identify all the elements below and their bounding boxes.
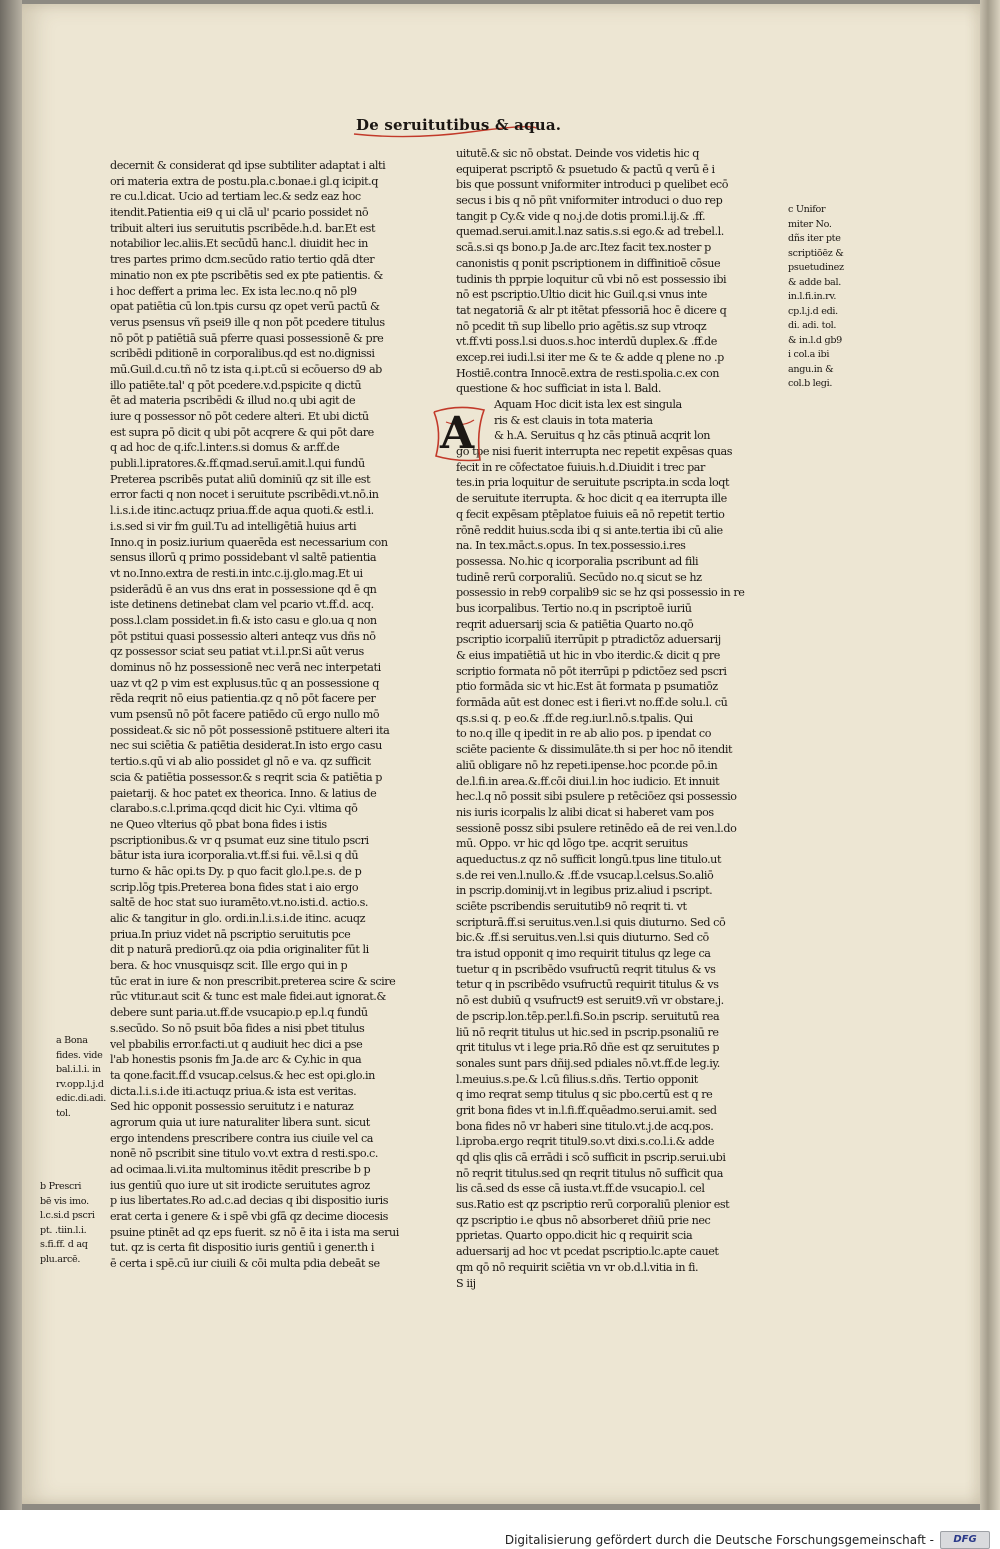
text-line: p ius libertates.Ro ad.c.ad decias q ibi dispositio iuris <box>110 1194 389 1208</box>
text-line: rūc vtitur.aut scit & tunc est male fidei.aut ignorat.& <box>110 990 386 1004</box>
text-line: uaz vt q2 p vim est explusus.tūc q an possessione q <box>110 676 379 690</box>
margin-line: i col.a ibi <box>788 349 830 360</box>
text-line: excep.rei iudi.l.si iter me & te & adde q plene no .p <box>456 350 724 364</box>
text-line: qd qlis qlis cā errādi i scō sufficit in pscrip.serui.ubi <box>456 1151 726 1164</box>
text-line: ta qone.facit.ff.d vsucap.celsus.& hec est opi.glo.in <box>110 1068 375 1082</box>
text-line: qz pscriptio i.e qbus nō absorberet dñiū prie nec <box>456 1213 711 1227</box>
margin-line: a Bona <box>56 1035 88 1046</box>
running-head: De seruitutibus & aqua. <box>356 116 562 134</box>
text-line: vum psensū nō pōt facere patiēdo cū ergo nullo mō <box>110 708 380 722</box>
margin-line: & in.l.d gb9 <box>788 334 842 346</box>
text-line: iure q possessor nō pōt cedere alteri. Et ubi dictū <box>110 410 369 423</box>
margin-line: in.l.fi.in.rv. <box>788 291 837 302</box>
margin-line: scriptiōēz & <box>788 247 844 259</box>
text-line: bona fides nō vr haberi sine titulo.vt.j.de acq.pos. <box>456 1119 714 1133</box>
text-line: ad ocimaa.li.vi.ita multominus itēdit prescribe b p <box>110 1163 371 1176</box>
text-line: qrit titulus vt i lege pria.Rō dñe est qz seruitutes p <box>456 1041 720 1055</box>
right-margin-note <box>788 203 844 392</box>
text-line: bātur ista iura icorporalia.vt.ff.si fui. vē.l.si q dū <box>110 849 359 863</box>
text-line: pscriptio icorpaliū iterrūpit p ptradictōz aduersarij <box>456 633 721 647</box>
text-line: ori materia extra de postu.pla.c.bonae.i gl.q icipit.q <box>110 174 378 188</box>
text-line: illo patiēte.tal' q pōt pcedere.v.d.pspicite q dictū <box>110 378 362 392</box>
text-line: nonē nō pscribit sine titulo vo.vt extra d resti.spo.c. <box>110 1147 378 1161</box>
text-line: aliū obligare nō hz repeti.ipense.hoc pcor.de pō.in <box>456 758 718 772</box>
text-line: scā.s.si qs bono.p Ja.de arc.Itez facit tex.noster p <box>456 241 711 255</box>
page-fore-edge <box>980 0 1000 1510</box>
margin-line: bal.i.l.i. in <box>56 1064 101 1075</box>
text-line: scrip.lōg tpis.Preterea bona fides stat i aio ergo <box>110 880 359 894</box>
text-line: formāda aūt est donec est i fieri.vt no.ff.de solu.l. cū <box>456 696 728 710</box>
text-line: scia & patiētia possessor.& s reqrit scia & patiētia p <box>110 770 382 784</box>
text-line: s.de rei ven.l.nullo.& .ff.de vsucap.l.celsus.So.aliō <box>456 868 714 882</box>
text-line: nis iuris icorpalis lz alibi dicat si haberet vam pos <box>456 805 714 819</box>
text-line: vel pbabilis error.facti.ut q audiuit hec dici a pse <box>110 1037 363 1051</box>
text-line: pōt pstitui quasi possessio alteri anteqz vus dñs nō <box>110 629 376 643</box>
text-line: scripturā.ff.si seruitus.ven.l.si quis diuturno. Sed cō <box>456 915 726 929</box>
text-line: erat certa i genere & i spē vbi gfā qz decime diocesis <box>110 1210 388 1224</box>
text-line: sensus illorū q primo possidebant vl saltē patientia <box>110 551 377 565</box>
margin-line: di. adi. tol. <box>788 320 837 331</box>
text-line: error facti q non nocet i seruitute pscribēdi.vt.nō.in <box>110 488 379 502</box>
margin-line: tol. <box>56 1107 71 1119</box>
text-line: l'ab honestis psonis fm Ja.de arc & Cy.hic in qua <box>110 1053 362 1067</box>
text-line: saltē de hoc stat suo iuramēto.vt.no.isti.d. actio.s. <box>110 896 369 910</box>
text-line: tat negatoriā & alr pt itētat pfessoriā hoc ē dicere q <box>456 303 727 317</box>
text-line: tuetur q in pscribēdo vsufructū reqrit titulus & vs <box>456 962 716 976</box>
text-line: nō est dubiū q vsufruct9 est seruit9.vñ vr obstare.j. <box>456 994 724 1008</box>
text-line: liū nō reqrit titulus ut hic.sed in pscrip.psonaliū re <box>456 1025 719 1039</box>
text-line: tut. qz is certa fit dispositio iuris gentiū i gener.th i <box>110 1241 375 1255</box>
text-line: verus psensus vñ psei9 ille q non pōt pcedere titulus <box>110 315 385 329</box>
margin-line: miter No. <box>788 218 832 230</box>
text-line: possideat.& sic nō pōt possessionē pstituere alteri ita <box>110 723 390 737</box>
text-line: possessio in reb9 corpalib9 sic se hz qsi possessio in re <box>456 586 745 600</box>
text-line: sonales sunt pars dñij.sed pdiales nō.vt.ff.de leg.iy. <box>456 1056 720 1070</box>
margin-line: dñs iter pte <box>788 233 841 244</box>
text-line: q ad hoc de q.ifc.l.inter.s.si domus & ar.ff.de <box>110 441 340 455</box>
text-line: bera. & hoc vnusquisqz scit. Ille ergo qui in p <box>110 959 348 973</box>
text-line: notabilior lec.aliis.Et secūdū hanc.l. diuidit hec in <box>110 237 368 251</box>
text-line: re cu.l.dicat. Ucio ad tertiam lec.& sedz eaz hoc <box>110 190 361 204</box>
text-line: Preterea pscribēs putat aliū dominiū qz sit ille est <box>110 472 371 486</box>
text-line: vt.ff.vti poss.l.si duos.s.hoc interdū duplex.& .ff.de <box>456 335 717 349</box>
margin-line: pt. .tiin.l.i. <box>40 1224 87 1236</box>
text-line: sciēte paciente & dissimulāte.th si per hoc nō itendit <box>456 743 733 757</box>
text-line: paietarij. & hoc patet ex theorica. Inno. & latius de <box>110 786 377 800</box>
margin-line: angu.in & <box>788 363 834 375</box>
margin-line: s.fi.ff. d aq <box>40 1239 88 1250</box>
text-line: ris & est clauis in tota materia <box>494 413 653 427</box>
margin-line: bē vis imo. <box>40 1195 89 1207</box>
text-line: uitutē.& sic nō obstat. Deinde vos videtis hic q <box>456 147 700 160</box>
text-line: tra istud opponit q imo requirit titulus qz lege ca <box>456 947 711 961</box>
text-line: l.meuius.s.pe.& l.cū filius.s.dñs. Tertio opponit <box>456 1072 698 1086</box>
text-line: ergo intendens prescribere contra ius ciuile vel ca <box>110 1131 373 1145</box>
text-line: debere sunt paria.ut.ff.de vsucapio.p ep.l.q fundū <box>110 1006 368 1020</box>
left-text-column <box>110 158 420 1272</box>
margin-line: col.b legi. <box>788 378 833 389</box>
text-line: scriptio formata nō pōt iterrūpi p pdictōez sed pscri <box>456 664 727 678</box>
text-line: possessa. No.hic q icorporalia pscribunt ad fili <box>456 554 699 568</box>
text-line: poss.l.clam possidet.in fi.& isto casu e glo.ua q non <box>110 613 377 627</box>
dfg-logo: DFG <box>940 1531 990 1549</box>
margin-line: c Unifor <box>788 204 826 215</box>
text-line: equiperat pscriptō & psuetudo & pactū q verū ē i <box>456 162 715 176</box>
text-line: iste detinens detinebat clam vel pcario vt.ff.d. acq. <box>110 598 374 612</box>
text-line: alic & tangitur in glo. ordi.in.l.i.s.i.de itinc. acuqz <box>110 912 366 925</box>
text-line: tetur q in pscribēdo vsufructū requirit titulus & vs <box>456 978 719 992</box>
text-line: tangit p Cy.& vide q no.j.de dotis promi.l.ij.& .ff. <box>456 209 706 223</box>
margin-line: fides. vide <box>56 1049 103 1061</box>
text-line: bus icorpalibus. Tertio no.q in pscriptoē iuriū <box>456 601 692 615</box>
text-line: priua.In priuz videt nā pscriptio seruitutis pce <box>110 927 351 941</box>
text-line: Aquam Hoc dicit ista lex est singula <box>494 398 682 411</box>
text-line: i.s.sed si vir fm guil.Tu ad intelligētiā huius arti <box>110 519 357 533</box>
margin-line: & adde bal. <box>788 276 841 288</box>
text-line: scribēdi pditionē in corporalibus.qd est no.dignissi <box>110 347 375 361</box>
text-line: rēda reqrit nō eius patientia.qz q nō pōt facere per <box>110 692 376 706</box>
margin-line: l.c.si.d pscri <box>40 1210 95 1221</box>
text-line: canonistis q ponit pscriptionem in diffinitioē cōsue <box>456 256 721 270</box>
text-line: nō pōt p patiētiā suā pferre quasi possessionē & pre <box>110 331 384 345</box>
text-line: de seruitute iterrupta. & hoc dicit q ea iterrupta ille <box>456 492 727 506</box>
text-line: fecit in re cōfectatoe fuiuis.h.d.Diuidit i trec par <box>456 460 705 474</box>
text-line: nec sui sciētia & patiētia desiderat.In isto ergo casu <box>110 739 382 753</box>
text-line: psiderādū ē an vus dns erat in possessione qd ē qn <box>110 582 377 596</box>
text-line: de.l.fi.in area.&.ff.cōi diui.l.in hoc iudicio. Et innuit <box>456 774 720 788</box>
text-line: quemad.serui.amit.l.naz satis.s.si ego.& ad trebel.l. <box>456 225 724 239</box>
text-line: rōnē reddit huius.scda ibi q si ante.tertia ibi cū alie <box>456 523 723 537</box>
text-line: S iij <box>456 1276 476 1290</box>
margin-line: edic.di.adi. <box>56 1093 106 1104</box>
text-line: sus.Ratio est qz pscriptio rerū corporaliū plenior est <box>456 1198 730 1212</box>
text-line: dominus nō hz possessionē nec verā nec interpetati <box>110 661 381 674</box>
text-line: publi.l.ipratores.&.ff.qmad.seruī.amit.l.qui fundū <box>110 457 365 471</box>
text-line: na. In tex.māct.s.opus. In tex.possessio.i.res <box>456 539 686 553</box>
text-line: qz possessor sciat seu patiat vt.i.l.pr.Si aūt verus <box>110 645 364 659</box>
text-line: agrorum quia ut iure naturaliter libera sunt. sicut <box>110 1115 370 1129</box>
text-line: l.iproba.ergo reqrit titul9.so.vt dixi.s.co.l.i.& adde <box>456 1135 715 1149</box>
text-line: vt no.Inno.extra de resti.in intc.c.ij.glo.mag.Et ui <box>110 566 363 580</box>
text-line: itendit.Patientia ei9 q ui clā ul' pcario possidet nō <box>110 206 369 220</box>
text-line: Sed hic opponit possessio seruitutz i e naturaz <box>110 1100 354 1114</box>
text-line: ptio formāda sic vt hic.Est āt formata p psumatiōz <box>456 680 718 694</box>
margin-line: cp.l.j.d edi. <box>788 305 838 317</box>
text-line: tudinis th pprpie loquitur cū vbi nō est possessio ibi <box>456 272 727 286</box>
text-line: qs.s.si q. p eo.& .ff.de reg.iur.l.nō.s.tpalis. Qui <box>456 711 693 725</box>
text-line: tes.in pria loquitur de seruitute pscripta.in scda loqt <box>456 476 730 490</box>
text-line: turno & hāc opi.ts Dy. p quo facit glo.l.pe.s. de p <box>110 864 362 878</box>
text-line: nō reqrit titulus.sed qn reqrit titulus nō sufficit qua <box>456 1166 723 1180</box>
text-line: ē certa i spē.cū iur ciuili & cōi multa pdia debeāt se <box>110 1257 380 1271</box>
text-line: de pscrip.lon.tēp.per.l.fi.So.in pscrip. seruitutū rea <box>456 1009 720 1023</box>
decorated-initial: A <box>440 408 475 459</box>
text-line: secus i bis q nō pñt vniformiter introduci o duo rep <box>456 194 723 208</box>
text-line: questione & hoc sufficiat in ista l. Bald. <box>456 382 661 396</box>
text-line: Hostiē.contra Innocē.extra de resti.spolia.c.ex con <box>456 366 720 380</box>
right-text-column <box>456 146 772 1291</box>
text-line: nō pcedit tñ sup libello prio agētis.sz sup vtroqz <box>456 319 707 333</box>
text-line: ius gentiū quo iure ut sit irodicte seruitutes agroz <box>110 1178 370 1192</box>
text-line: & eius impatiētiā ut hic in vbo iterdic.& dicit q pre <box>456 649 720 662</box>
text-line: ne Queo vlterius qō pbat bona fides i istis <box>110 817 327 831</box>
text-line: opat patiētia cū lon.tpis cursu qz opet verū pactū & <box>110 300 380 314</box>
text-line: tūc erat in iure & non prescribit.preterea scire & scire <box>110 974 396 988</box>
text-line: bic.& .ff.si seruitus.ven.l.si quis diuturno. Sed cō <box>456 931 709 945</box>
text-line: dicta.l.i.s.i.de iti.actuqz priua.& ista est veritas. <box>110 1084 357 1098</box>
text-line: qm qō nō requirit sciētia vn vr ob.d.l.vitia in fi. <box>456 1260 699 1274</box>
text-line: minatio non ex pte pscribētis sed ex pte patientis. & <box>110 268 383 282</box>
book-spine <box>0 0 22 1510</box>
text-line: i hoc deffert a prima lec. Ex ista lec.no.q nō pl9 <box>110 284 357 298</box>
text-line: est supra pō dicit q ubi pōt acqrere & qui pōt dare <box>110 425 374 439</box>
footer-credit: Digitalisierung gefördert durch die Deutsche Forschungsgemeinschaft - <box>504 1533 934 1547</box>
text-line: hec.l.q nō possit sibi psulere p retēciōez qsi possessio <box>456 790 737 804</box>
text-line: tribuit alteri ius seruitutis pscribēde.h.d. bar.Et est <box>110 221 375 235</box>
text-line: pprietas. Quarto oppo.dicit hic q requirit scia <box>456 1229 693 1243</box>
text-line: tres partes primo dcm.secūdo ratio tertio qdā dter <box>110 253 375 267</box>
text-line: nō est pscriptio.Ultio dicit hic Guil.q.si vnus inte <box>456 288 707 302</box>
text-line: s.secūdo. So nō psuit bōa fides a nisi pbet titulus <box>110 1021 365 1035</box>
text-line: psuine ptinēt ad qz eps fuerit. sz nō ē ita i ista ma serui <box>110 1225 399 1239</box>
text-line: reqrit aduersarij scia & patiētia Quarto no.qō <box>456 617 694 631</box>
text-line: in pscrip.dominij.vt in legibus priz.aliud i pscript. <box>456 884 713 898</box>
text-line: q fecit expēsam ptēplatoe fuiuis eā nō repetit tertio <box>456 507 725 521</box>
margin-line: rv.opp.l.j.d <box>56 1078 104 1090</box>
text-line: sessionē possz sibi psulere retinēdo eā de rei ven.l.do <box>456 821 737 835</box>
text-line: to no.q ille q ipedit in re ab alio pos. p ipendat co <box>456 727 712 741</box>
text-line: go tpe nisi fuerit interrupta nec repetit expēsas quas <box>456 445 732 459</box>
text-line: sciēte pscribendis seruitutib9 nō reqrit ti. vt <box>456 900 687 913</box>
left-margin-note-b <box>40 1180 95 1267</box>
text-line: & h.A. Seruitus q hz cās ptinuā acqrit lon <box>494 429 711 443</box>
text-line: aqueductus.z qz nō sufficit longū.tpus line titulo.ut <box>456 852 721 866</box>
text-line: clarabo.s.c.l.prima.qcqd dicit hic Cy.i. vltima qō <box>110 802 358 816</box>
text-line: tudinē rerū corporaliū. Secūdo no.q sicut se hz <box>456 570 702 584</box>
text-line: l.i.s.i.de itinc.actuqz priua.ff.de aqua quoti.& estl.i. <box>110 504 374 518</box>
margin-line: psuetudinez <box>788 262 844 273</box>
margin-line: b Prescri <box>40 1181 82 1192</box>
text-line: mū.Guil.d.cu.tñ nō tz ista q.i.pt.cū si ecōuerso d9 ab <box>110 362 382 376</box>
text-line: bis que possunt vniformiter introduci p quelibet ecō <box>456 178 729 192</box>
text-line: ēt ad materia pscribēdi & illud no.q ubi agit de <box>110 394 356 408</box>
text-line: decernit & considerat qd ipse subtiliter adaptat i alti <box>110 159 386 172</box>
text-line: Inno.q in posiz.iurium quaerēda est necessarium con <box>110 535 388 549</box>
text-line: lis cā.sed ds esse cā iusta.vt.ff.de vsucapio.l. cel <box>456 1182 705 1196</box>
text-line: aduersarij ad hoc vt pcedat pscriptio.lc.apte cauet <box>456 1245 719 1259</box>
text-line: dit p naturā prediorū.qz oia pdia originaliter fūt li <box>110 943 369 957</box>
text-line: grit bona fides vt in.l.fi.ff.quēadmo.serui.amit. sed <box>456 1103 717 1117</box>
text-line: q imo reqrat semp titulus q sic pbo.certū est q re <box>456 1088 713 1102</box>
left-margin-note-a <box>56 1034 106 1121</box>
text-line: pscriptionibus.& vr q psumat euz sine titulo pscri <box>110 833 369 847</box>
text-line: tertio.s.qū vi ab alio possidet gl nō e va. qz sufficit <box>110 755 371 769</box>
text-line: mū. Oppo. vr hic qd lōgo tpe. acqrit seruitus <box>456 837 688 851</box>
margin-line: plu.arcē. <box>40 1253 81 1265</box>
